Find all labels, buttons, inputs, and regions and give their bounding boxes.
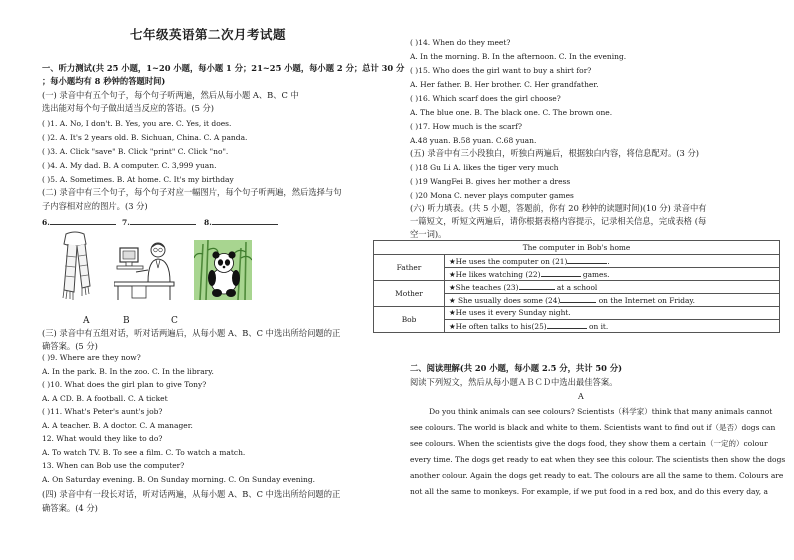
section3-instruction-line2: 确答案。(5 分) <box>42 341 98 351</box>
question-10: ( )10. What does the girl plan to give Tony? <box>42 380 207 389</box>
part1-heading-line1: 一、听力测试(共 25 小题，1~20 小题，每小题 1 分；21~25 小题，每小题 2 分；总计 30 分 <box>42 63 405 73</box>
part1-heading-line2: ；每小题均有 8 秒钟的答题时间) <box>42 76 166 86</box>
part2-instruction: 阅读下列短文，然后从每小题ＡＢＣＤ中选出最佳答案。 <box>410 377 618 387</box>
answer-blank-22[interactable] <box>541 268 581 277</box>
section2-instruction-line1: (二) 录音中有三个句子，每个句子对应一幅图片，每个句子听两遍，然后选择与句 <box>42 187 342 197</box>
blank-7-label: 7. <box>122 218 130 227</box>
question-15-options: A. Her father. B. Her brother. C. Her grandfather. <box>410 80 599 89</box>
table-cell-tail: on it. <box>586 322 609 331</box>
picture-label-c: C <box>171 316 178 326</box>
section6-instruction-line1: (六) 听力填表。(共 5 小题，答题前，你有 20 秒钟的读题时间)(10 分) 录音中有 <box>410 203 707 213</box>
question-16-options: A. The blue one. B. The black one. C. The brown one. <box>410 108 613 117</box>
question-13: 13. When can Bob use the computer? <box>42 461 185 470</box>
passage-line: not all the same to monkeys. For example, if we put food in a red box, and do this every day, a <box>410 487 769 496</box>
picture-label-b: B <box>123 316 130 326</box>
table-row <box>374 281 780 307</box>
table-cell-text: ★He likes watching (22) <box>449 270 541 279</box>
question-2: ( )2. A. It's 2 years old. B. Sichuan, China. C. A panda. <box>42 133 248 142</box>
section4-instruction-line1: (四) 录音中有一段长对话，听对话两遍，从每小题 A、B、C 中选出所给问题的正 <box>42 489 341 499</box>
section6-instruction-line2: 一篇短文，听短文两遍后，请你根据表格内容提示，记录相关信息，完成表格 (每 <box>410 216 707 226</box>
section2-instruction-line2: 子内容相对应的图片。(3 分) <box>42 201 148 211</box>
question-18: ( )18 Gu Li A. likes the tiger very much <box>410 163 559 172</box>
passage-line: Do you think animals can see colours? Scientists（科学家）think that many animals cannot <box>410 407 773 416</box>
question-17: ( )17. How much is the scarf? <box>410 122 522 131</box>
question-5: ( )5. A. Sometimes. B. At home. C. It's my birthday <box>42 175 234 184</box>
part2-heading: 二、阅读理解(共 20 小题，每小题 2.5 分，共计 50 分) <box>410 363 623 373</box>
section4-instruction-line2: 确答案。(4 分) <box>42 503 98 513</box>
table-row <box>374 255 780 281</box>
question-13-options: A. On Saturday evening. B. On Sunday morning. C. On Sunday evening. <box>42 475 316 484</box>
question-3: ( )3. A. Click "save" B. Click "print" C. Click "no". <box>42 147 229 156</box>
passage-line: see colours. When the scientists give the dogs food, they show them a certain（一定的）colour <box>410 439 768 448</box>
table-caption-row <box>374 241 780 255</box>
blank-6-label: 6. <box>42 218 50 227</box>
question-11-options: A. A teacher. B. A doctor. C. A manager. <box>42 421 193 430</box>
question-19: ( )19 WangFei B. gives her mother a dress <box>410 177 571 186</box>
question-9-options: A. In the park. B. In the zoo. C. In the library. <box>42 367 214 376</box>
table-cell-tail: . <box>607 257 610 266</box>
question-1: ( )1. A. No, I don't. B. Yes, you are. C. Yes, it does. <box>42 119 232 128</box>
table-cell-text: ★She teaches (23) <box>449 283 519 292</box>
panda-picture <box>194 240 252 300</box>
question-12: 12. What would they like to do? <box>42 434 163 443</box>
picture-label-a: A <box>83 316 90 326</box>
section1-instruction-line1: (一) 录音中有五个句子，每个句子听两遍，然后从每小题 A、B、C 中 <box>42 90 299 100</box>
table-row-label: Father <box>374 255 445 281</box>
table-cell-tail: at a school <box>554 283 598 292</box>
question-16: ( )16. Which scarf does the girl choose? <box>410 94 561 103</box>
table-row-label: Mother <box>374 281 445 307</box>
section5-instruction: (五) 录音中有三小段独白，听独白两遍后，根据独白内容，将信息配对。(3 分) <box>410 148 700 158</box>
section1-instruction-line2: 选出能对每个句子做出适当反应的答语。(5 分) <box>42 103 215 113</box>
answer-blank-6 <box>42 216 116 228</box>
answer-blank-24[interactable] <box>560 294 596 303</box>
passage-line: every time. The dogs get ready to eat when they see this colour. The scientists then show the dogs <box>410 455 786 464</box>
table-cell-tail: games. <box>580 270 610 279</box>
question-10-options: A. A CD. B. A football. C. A ticket <box>42 394 168 403</box>
passage-line: see colours. The world is black and white to them. Scientists want to find out if（是否）dogs can <box>410 423 776 432</box>
table-cell-text: ★ She usually does some (24) <box>449 296 561 305</box>
question-4: ( )4. A. My dad. B. A computer. C. 3,999 yuan. <box>42 161 217 170</box>
table-row <box>374 307 780 333</box>
answer-blank-25[interactable] <box>547 320 587 329</box>
question-12-options: A. To watch TV. B. To see a film. C. To watch a match. <box>42 448 246 457</box>
question-20: ( )20 Mona C. never plays computer games <box>410 191 574 200</box>
blank-8-label: 8. <box>204 218 212 227</box>
table-row-label: Bob <box>374 307 445 333</box>
passage-label: A <box>578 392 584 401</box>
passage-line: another colour. Again the dogs get ready to eat. The colours are all the same to them. Colours are <box>410 471 784 480</box>
scarf-picture <box>56 230 94 302</box>
page-title: 七年级英语第二次月考试题 <box>130 27 287 42</box>
man-at-computer-picture <box>114 238 178 302</box>
question-17-options: A.48 yuan. B.58 yuan. C.68 yuan. <box>410 136 537 145</box>
answer-blank-7 <box>122 216 196 228</box>
table-cell-text: ★He uses it every Sunday night. <box>449 308 571 317</box>
section6-instruction-line3: 空一词)。 <box>410 229 447 239</box>
table-caption: The computer in Bob's home <box>374 241 780 255</box>
table-cell-tail: on the Internet on Friday. <box>596 296 695 305</box>
listening-fill-table <box>373 240 780 333</box>
question-14: ( )14. When do they meet? <box>410 38 511 47</box>
question-9: ( )9. Where are they now? <box>42 353 141 362</box>
question-15: ( )15. Who does the girl want to buy a shirt for? <box>410 66 592 75</box>
table-cell-text: ★He uses the computer on (21) <box>449 257 568 266</box>
question-11: ( )11. What's Peter's aunt's job? <box>42 407 163 416</box>
table-cell-text: ★He often talks to his(25) <box>449 322 547 331</box>
question-14-options: A. In the morning. B. In the afternoon. C. In the evening. <box>410 52 627 61</box>
answer-blank-21[interactable] <box>567 255 610 266</box>
section3-instruction-line1: (三) 录音中有五组对话，听对话两遍后，从每小题 A、B、C 中选出所给问题的正 <box>42 328 341 338</box>
answer-blank-8 <box>204 216 278 228</box>
answer-blank-23[interactable] <box>519 281 555 290</box>
